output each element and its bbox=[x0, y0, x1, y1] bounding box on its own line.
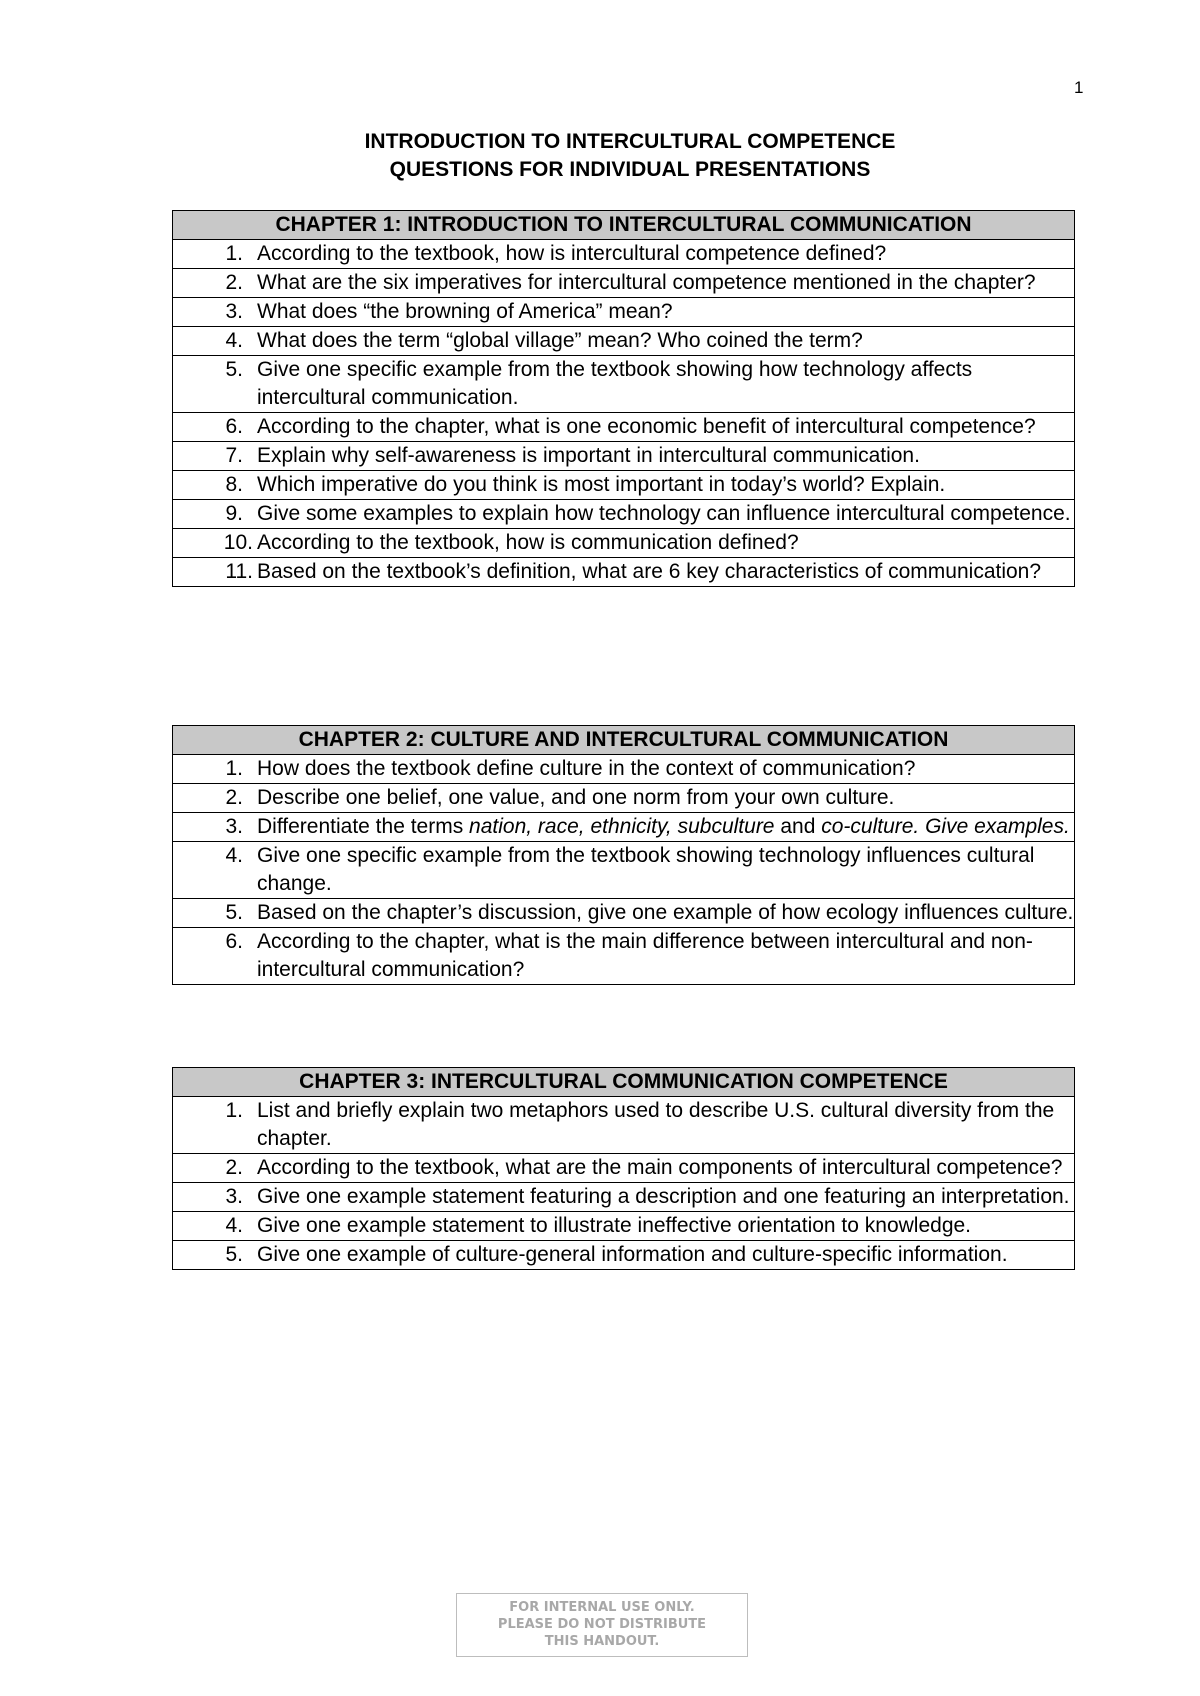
question-number: 5. bbox=[225, 358, 243, 381]
question-text: Give one example of culture-general information and culture-specific information. bbox=[257, 1243, 1008, 1266]
chapter-1-header: CHAPTER 1: INTRODUCTION TO INTERCULTURAL COMMUNICATION bbox=[173, 211, 1075, 240]
question-number: 11. bbox=[225, 560, 253, 583]
question-row bbox=[173, 1154, 1075, 1183]
question-row bbox=[173, 784, 1075, 813]
question-number: 3. bbox=[225, 300, 243, 323]
question-text: What does the term “global village” mean? Who coined the term? bbox=[257, 329, 863, 352]
chapter-1-table bbox=[172, 210, 1075, 587]
notice-line-2: PLEASE DO NOT DISTRIBUTE bbox=[497, 1617, 707, 1632]
question-number: 8. bbox=[225, 473, 243, 496]
question-number: 9. bbox=[225, 502, 243, 525]
notice-line-1: FOR INTERNAL USE ONLY. bbox=[509, 1600, 695, 1615]
question-number: 5. bbox=[225, 1243, 243, 1266]
question-row bbox=[173, 558, 1075, 587]
question-text: What does “the browning of America” mean? bbox=[257, 300, 673, 323]
question-row bbox=[173, 240, 1075, 269]
question-number: 3. bbox=[225, 815, 243, 838]
question-text: What are the six imperatives for intercultural competence mentioned in the chapter? bbox=[257, 271, 1036, 294]
document-title bbox=[0, 128, 1200, 184]
question-row bbox=[173, 1183, 1075, 1212]
question-row bbox=[173, 928, 1075, 985]
question-number: 1. bbox=[225, 1099, 243, 1122]
question-text: Give some examples to explain how technology can influence intercultural competence. bbox=[257, 502, 1071, 525]
question-row bbox=[173, 1241, 1075, 1270]
question-text: Based on the textbook’s definition, what are 6 key characteristics of communication? bbox=[257, 560, 1042, 583]
question-number: 2. bbox=[225, 786, 243, 809]
question-text-italic-terms: nation, race, ethnicity, subculture bbox=[469, 815, 775, 838]
question-text: Explain why self-awareness is important in intercultural communication. bbox=[257, 444, 920, 467]
notice-line-3: THIS HANDOUT. bbox=[544, 1634, 660, 1649]
question-text: According to the textbook, how is intercultural competence defined? bbox=[257, 242, 887, 265]
question-text-part: and bbox=[774, 815, 822, 838]
chapter-2-header: CHAPTER 2: CULTURE AND INTERCULTURAL COMMUNICATION bbox=[173, 726, 1075, 755]
question-row bbox=[173, 327, 1075, 356]
question-number: 4. bbox=[225, 844, 243, 867]
question-number: 1. bbox=[225, 757, 243, 780]
question-text: Which imperative do you think is most important in today’s world? Explain. bbox=[257, 473, 946, 496]
title-line-2: QUESTIONS FOR INDIVIDUAL PRESENTATIONS bbox=[389, 158, 871, 181]
question-text: Give one example statement to illustrate ineffective orientation to knowledge. bbox=[257, 1214, 972, 1237]
title-line-1: INTRODUCTION TO INTERCULTURAL COMPETENCE bbox=[364, 130, 896, 153]
question-text: List and briefly explain two metaphors used to describe U.S. cultural diversity from the chapter. bbox=[257, 1099, 1055, 1150]
chapter-3-table bbox=[172, 1067, 1075, 1270]
question-text: Describe one belief, one value, and one norm from your own culture. bbox=[257, 786, 895, 809]
question-text: According to the textbook, how is communication defined? bbox=[257, 531, 799, 554]
question-row bbox=[173, 442, 1075, 471]
question-text: According to the textbook, what are the main components of intercultural competence? bbox=[257, 1156, 1063, 1179]
question-number: 2. bbox=[225, 1156, 243, 1179]
question-row bbox=[173, 413, 1075, 442]
question-number: 4. bbox=[225, 329, 243, 352]
question-row bbox=[173, 471, 1075, 500]
question-number: 6. bbox=[225, 930, 243, 953]
chapter-2-table bbox=[172, 725, 1075, 985]
chapter-3-header: CHAPTER 3: INTERCULTURAL COMMUNICATION COMPETENCE bbox=[173, 1068, 1075, 1097]
question-row bbox=[173, 899, 1075, 928]
question-text: According to the chapter, what is one economic benefit of intercultural competence? bbox=[257, 415, 1036, 438]
question-row bbox=[173, 1097, 1075, 1154]
question-row bbox=[173, 269, 1075, 298]
question-row bbox=[173, 529, 1075, 558]
page-number: 1 bbox=[1074, 78, 1084, 97]
question-text bbox=[257, 813, 1074, 841]
question-row bbox=[173, 755, 1075, 784]
question-row bbox=[173, 356, 1075, 413]
question-number: 4. bbox=[225, 1214, 243, 1237]
question-number: 10. bbox=[223, 531, 253, 554]
question-number: 3. bbox=[225, 1185, 243, 1208]
question-text: Give one specific example from the textbook showing how technology affects intercultural communication. bbox=[257, 358, 973, 409]
question-text-part: Differentiate the terms bbox=[257, 815, 470, 838]
question-text: How does the textbook define culture in the context of communication? bbox=[257, 757, 916, 780]
question-number: 6. bbox=[225, 415, 243, 438]
question-text: Based on the chapter’s discussion, give one example of how ecology influences culture. bbox=[257, 901, 1074, 924]
question-number: 1. bbox=[225, 242, 243, 265]
question-text-italic-terms: co-culture. Give examples. bbox=[821, 815, 1070, 838]
question-text: Give one example statement featuring a description and one featuring an interpretation. bbox=[257, 1185, 1070, 1208]
question-number: 5. bbox=[225, 901, 243, 924]
question-number: 7. bbox=[225, 444, 243, 467]
question-row bbox=[173, 1212, 1075, 1241]
question-row bbox=[173, 813, 1075, 842]
question-row bbox=[173, 298, 1075, 327]
question-number: 2. bbox=[225, 271, 243, 294]
question-text: According to the chapter, what is the main difference between intercultural and non-intercultural communication? bbox=[257, 930, 1033, 981]
question-row bbox=[173, 500, 1075, 529]
question-text: Give one specific example from the textbook showing technology influences cultural change. bbox=[257, 844, 1035, 895]
internal-use-notice bbox=[456, 1593, 748, 1657]
question-row bbox=[173, 842, 1075, 899]
